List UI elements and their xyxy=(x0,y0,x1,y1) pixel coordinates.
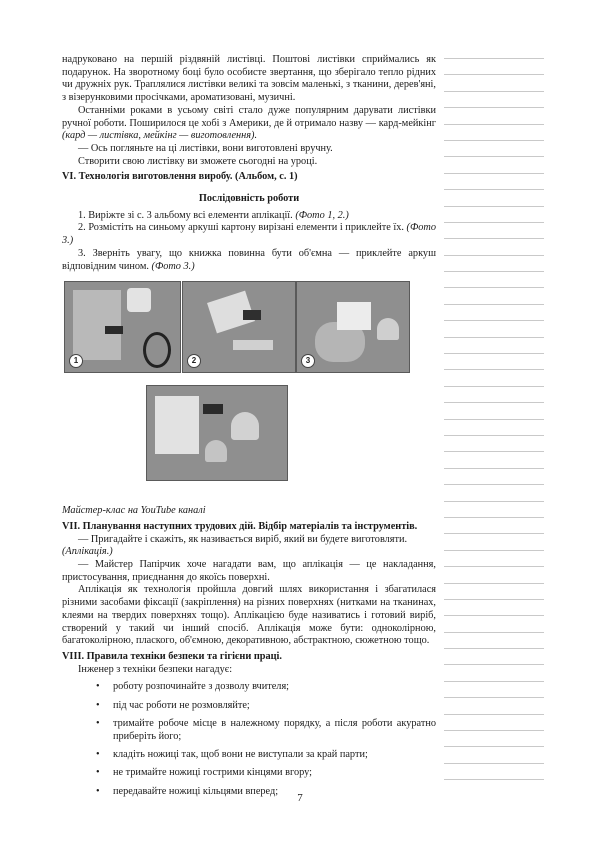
bullet-icon: • xyxy=(96,748,100,760)
photo-1-badge: 1 xyxy=(69,354,83,368)
note-line xyxy=(444,501,544,502)
section-7-heading: VII. Планування наступних трудових дій. Відбір матеріалів та інструментів. xyxy=(62,520,418,532)
section-8-heading: VIII. Правила техніки безпеки та гігієни праці. xyxy=(62,650,282,662)
note-line xyxy=(444,615,544,616)
final-card-book xyxy=(155,396,199,454)
section-8-intro: Інженер з техніки безпеки нагадує: xyxy=(78,663,233,675)
step-1-ref: (Фото 1, 2.) xyxy=(295,209,349,221)
photo-3-bell xyxy=(377,318,399,340)
safety-rules-list xyxy=(62,681,436,798)
note-line xyxy=(444,140,544,141)
note-line xyxy=(444,255,544,256)
section-7-paragraph-2: Аплікація як технологія пройшла довгий шлях використання і збагатилася різними засобами фіксації (закріплення) на різних поверхнях (нитками на тканинах, клеями на твердих поверхнях тощо). Аплікацією буде називатись і готовий виріб, створений у такий чи інший спосіб. Аплікація може бути: одноколірною, багатоколірною, плаского, об'ємною, декоративною, абстрактною, сюжетною тощо. xyxy=(62,584,436,647)
note-line xyxy=(444,632,544,633)
note-line xyxy=(444,238,544,239)
note-line xyxy=(444,222,544,223)
note-line xyxy=(444,271,544,272)
photo-final-card xyxy=(146,385,288,481)
step-2-ref: (Фото 3.) xyxy=(62,222,436,247)
photo-2-strip xyxy=(233,340,273,350)
safety-rule-text: роботу розпочинайте з дозволу вчителя; xyxy=(113,681,290,693)
note-line xyxy=(444,156,544,157)
note-line xyxy=(444,287,544,288)
final-card-bell-small xyxy=(205,440,227,462)
photo-2 xyxy=(182,281,296,373)
note-line xyxy=(444,58,544,59)
photo-1-scissors xyxy=(143,332,171,368)
note-line xyxy=(444,763,544,764)
bullet-icon: • xyxy=(96,681,100,693)
photo-1-glue xyxy=(127,288,151,312)
safety-rule xyxy=(96,681,436,694)
safety-rule-text: кладіть ножиці так, щоб вони не виступали за край парти; xyxy=(113,748,368,760)
photo-block xyxy=(62,281,436,497)
note-line xyxy=(444,419,544,420)
section-7-paragraph-1: — Майстер Папірчик хоче нагадати вам, що аплікація — це накладання, пристосування, приєднання до якоїсь поверхні. xyxy=(62,559,436,583)
notes-lines xyxy=(444,58,544,796)
step-3-ref: (Фото 3.) xyxy=(151,260,195,272)
note-line xyxy=(444,599,544,600)
note-line xyxy=(444,664,544,665)
note-line xyxy=(444,435,544,436)
photo-2-badge: 2 xyxy=(187,354,201,368)
note-line xyxy=(444,74,544,75)
safety-rule xyxy=(96,767,436,780)
paragraph-create: Створити свою листівку ви зможете сьогодні на уроці. xyxy=(78,155,318,167)
note-line xyxy=(444,107,544,108)
photo-2-bow xyxy=(243,310,261,320)
safety-rule-text: передавайте ножиці кільцями вперед; xyxy=(113,785,279,797)
photo-3-book xyxy=(337,302,371,330)
sequence-heading: Послідовність роботи xyxy=(198,193,300,205)
note-line xyxy=(444,533,544,534)
step-3-text: 3. Зверніть увагу, що книжка повинна бути об'ємна — приклейте аркуш відповідним чином. xyxy=(62,247,436,272)
step-1-text: 1. Виріжте зі с. 3 альбому всі елементи аплікації. xyxy=(78,209,293,221)
page-number: 7 xyxy=(297,792,303,804)
note-line xyxy=(444,386,544,387)
note-line xyxy=(444,779,544,780)
section-6-heading: VI. Технологія виготовлення виробу. (Альбом, с. 1) xyxy=(62,171,298,183)
safety-rule xyxy=(96,700,436,713)
note-line xyxy=(444,451,544,452)
note-line xyxy=(444,189,544,190)
bullet-icon: • xyxy=(96,767,100,779)
step-2-text: 2. Розмістіть на синьому аркуші картону вирізані елементи і приклейте їх. xyxy=(78,222,404,234)
section-7-question: — Пригадайте і скажіть, як називається виріб, який ви будете виготовляти. xyxy=(78,533,408,545)
photo-1 xyxy=(64,281,181,373)
note-line xyxy=(444,746,544,747)
note-line xyxy=(444,697,544,698)
note-line xyxy=(444,206,544,207)
note-line xyxy=(444,484,544,485)
note-line xyxy=(444,91,544,92)
section-7-answer: (Аплікація.) xyxy=(62,546,113,558)
note-line xyxy=(444,730,544,731)
paragraph-intro: надруковано на першій різдвяній листівці. Поштові листівки сприймались як подарунок. На зворотному боці було особисте звертання, що зберігало тепло рідних чи дружніх рук. Траплялися листівки великі та зовсім маленькі, з тканини, дерев'яні, з візерунковими просічками, ароматизовані, музичні. xyxy=(62,54,436,104)
photo-1-bow xyxy=(105,326,123,334)
photo-3 xyxy=(296,281,410,373)
safety-rule-text: під час роботи не розмовляйте; xyxy=(113,699,250,711)
bullet-icon: • xyxy=(96,699,100,711)
note-line xyxy=(444,583,544,584)
safety-rule xyxy=(96,718,436,743)
note-line xyxy=(444,517,544,518)
photo-3-badge: 3 xyxy=(301,354,315,368)
note-line xyxy=(444,681,544,682)
safety-rule-text: не тримайте ножиці гострими кінцями вгору; xyxy=(113,767,312,779)
safety-rule-text: тримайте робоче місце в належному порядку, а після роботи акуратно приберіть його; xyxy=(113,717,436,742)
note-line xyxy=(444,468,544,469)
cardmaking-definition: (кард — листівка, мейкінг — виготовлення). xyxy=(62,130,258,142)
bullet-icon: • xyxy=(96,717,100,729)
note-line xyxy=(444,714,544,715)
note-line xyxy=(444,402,544,403)
note-line xyxy=(444,566,544,567)
photo-1-card xyxy=(73,290,121,360)
step-1 xyxy=(62,210,436,223)
final-card-bow xyxy=(203,404,223,414)
note-line xyxy=(444,337,544,338)
note-line xyxy=(444,369,544,370)
paragraph-look: — Ось погляньте на ці листівки, вони виготовлені вручну. xyxy=(78,142,333,154)
video-caption: Майстер-клас на YouTube каналі xyxy=(62,505,206,517)
cardmaking-text: Останніми роками в усьому світі стало дуже популярним дарувати листівки ручної роботи. Поширилося це хобі з Америки, де й отримало назву — кард-мейкінг xyxy=(62,104,436,129)
step-2 xyxy=(62,222,436,247)
main-text-column xyxy=(62,54,436,804)
note-line xyxy=(444,353,544,354)
note-line xyxy=(444,648,544,649)
note-line xyxy=(444,550,544,551)
bullet-icon: • xyxy=(96,785,100,797)
note-line xyxy=(444,124,544,125)
note-line xyxy=(444,320,544,321)
note-line xyxy=(444,173,544,174)
note-line xyxy=(444,304,544,305)
final-card-bell xyxy=(231,412,259,440)
step-3 xyxy=(62,248,436,273)
paragraph-cardmaking xyxy=(62,105,436,143)
safety-rule xyxy=(96,749,436,762)
